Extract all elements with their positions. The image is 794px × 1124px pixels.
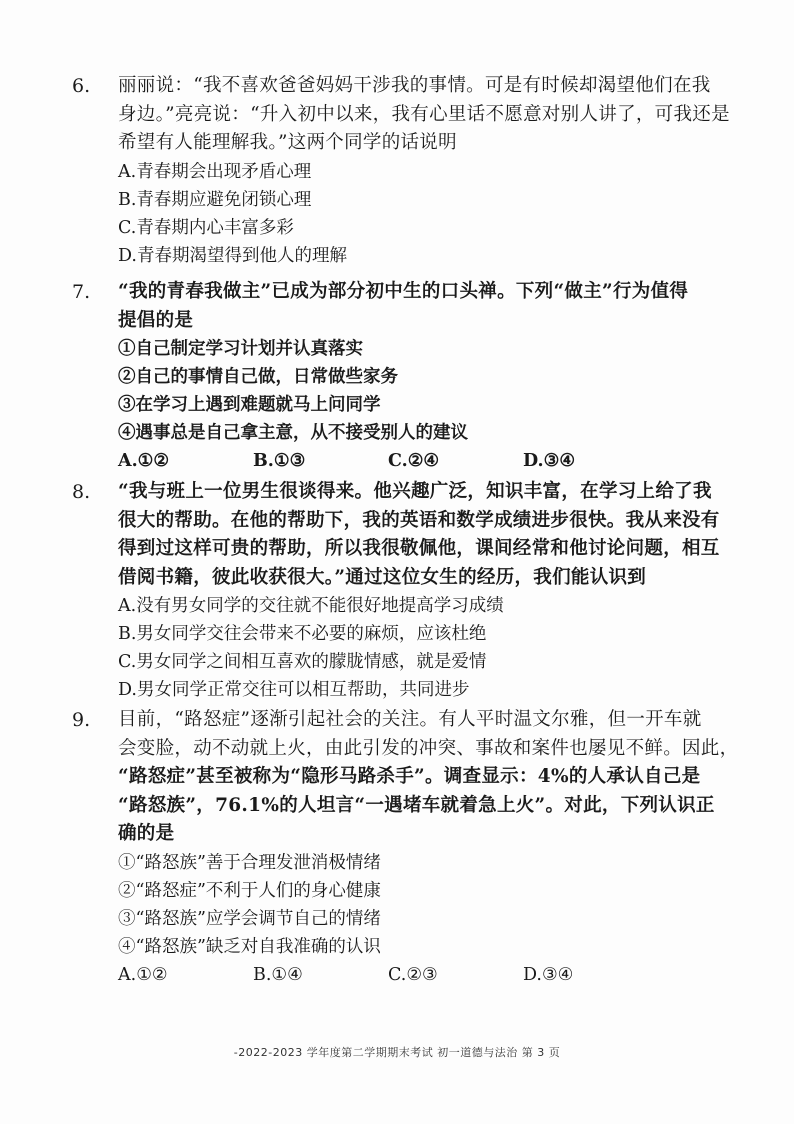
question-number: 6. (72, 75, 91, 97)
question-number: 8. (72, 481, 91, 503)
option-a: A.青春期会出现矛盾心理 (118, 161, 312, 182)
choice-b: B.①④ (253, 964, 303, 985)
statement-2: ②自己的事情自己做，日常做些家务 (118, 367, 398, 387)
statement-1: ①自己制定学习计划并认真落实 (118, 339, 363, 359)
choice-c: C.②④ (388, 451, 440, 471)
statement-4: ④遇事总是自己拿主意，从不接受别人的建议 (118, 423, 468, 443)
choice-d: D.③④ (523, 451, 576, 471)
statement-4: ④“路怒族”缺乏对自我准确的认识 (118, 936, 381, 957)
answer-choices (118, 961, 732, 989)
stem-line: 希望有人能理解我。”这两个同学的话说明 (118, 132, 457, 153)
question-stem (118, 72, 732, 158)
option-b: B.男女同学交往会带来不必要的麻烦，应该杜绝 (118, 624, 487, 644)
option-b: B.青春期应避免闭锁心理 (118, 189, 312, 210)
question-stem (118, 278, 732, 335)
stem-line: 得到过这样可贵的帮助，所以我很敬佩他，课间经常和他讨论问题，相互 (118, 538, 720, 559)
question-6 (72, 72, 732, 270)
stem-line: “路怒族”，76.1%的人坦言“一遇堵车就着急上火”。对此，下列认识正 (118, 794, 715, 816)
question-number: 9. (72, 709, 91, 731)
stem-line: “路怒症”甚至被称为“隐形马路杀手”。调查显示：4%的人承认自己是 (118, 766, 701, 787)
stem-line: 确的是 (118, 823, 175, 844)
option-d: D.男女同学正常交往可以相互帮助，共同进步 (118, 680, 470, 700)
option-a: A.没有男女同学的交往就不能很好地提高学习成绩 (118, 596, 504, 616)
stem-line: 丽丽说：“我不喜欢爸爸妈妈干涉我的事情。可是有时候却渴望他们在我 (118, 75, 711, 96)
choice-d: D.③④ (523, 964, 574, 985)
question-9 (72, 706, 739, 989)
choice-a: A.①② (118, 964, 168, 985)
option-c: C.青春期内心丰富多彩 (118, 217, 294, 238)
question-stem (118, 478, 732, 592)
question-stem (118, 706, 739, 849)
statement-1: ①“路怒族”善于合理发泄消极情绪 (118, 852, 381, 873)
choice-c: C.②③ (388, 964, 438, 985)
stem-line: 身边。”亮亮说：“升入初中以来，我有心里话不愿意对别人讲了，可我还是 (118, 103, 730, 125)
question-8 (72, 478, 732, 704)
choice-b: B.①③ (253, 451, 306, 471)
statement-3: ③在学习上遇到难题就马上问同学 (118, 395, 381, 415)
question-number: 7. (72, 281, 91, 303)
choice-a: A.①② (118, 451, 170, 471)
stem-line: 借阅书籍，彼此收获很大。”通过这位女生的经历，我们能认识到 (118, 566, 647, 588)
stem-line: 提倡的是 (118, 309, 194, 331)
option-c: C.男女同学之间相互喜欢的朦胧情感，就是爱情 (118, 652, 487, 672)
statement-3: ③“路怒族”应学会调节自己的情绪 (118, 908, 381, 929)
stem-line: 会变脸，动不动就上火，由此引发的冲突、事故和案件也屡见不鲜。因此， (118, 737, 739, 759)
answer-choices (118, 447, 732, 475)
option-d: D.青春期渴望得到他人的理解 (118, 245, 347, 266)
stem-line: “我的青春我做主”已成为部分初中生的口头禅。下列“做主”行为值得 (118, 281, 689, 302)
question-7 (72, 278, 732, 475)
stem-line: 目前，“路怒症”逐渐引起社会的关注。有人平时温文尔雅，但一开车就 (118, 709, 702, 730)
statement-2: ②“路怒症”不利于人们的身心健康 (118, 880, 381, 901)
page-footer: -2022-2023 学年度第二学期期末考试 初一道德与法治 第 3 页 (233, 1046, 561, 1059)
stem-line: “我与班上一位男生很谈得来。他兴趣广泛，知识丰富，在学习上给了我 (118, 481, 712, 502)
stem-line: 很大的帮助。在他的帮助下，我的英语和数学成绩进步很快。我从来没有 (118, 509, 720, 531)
